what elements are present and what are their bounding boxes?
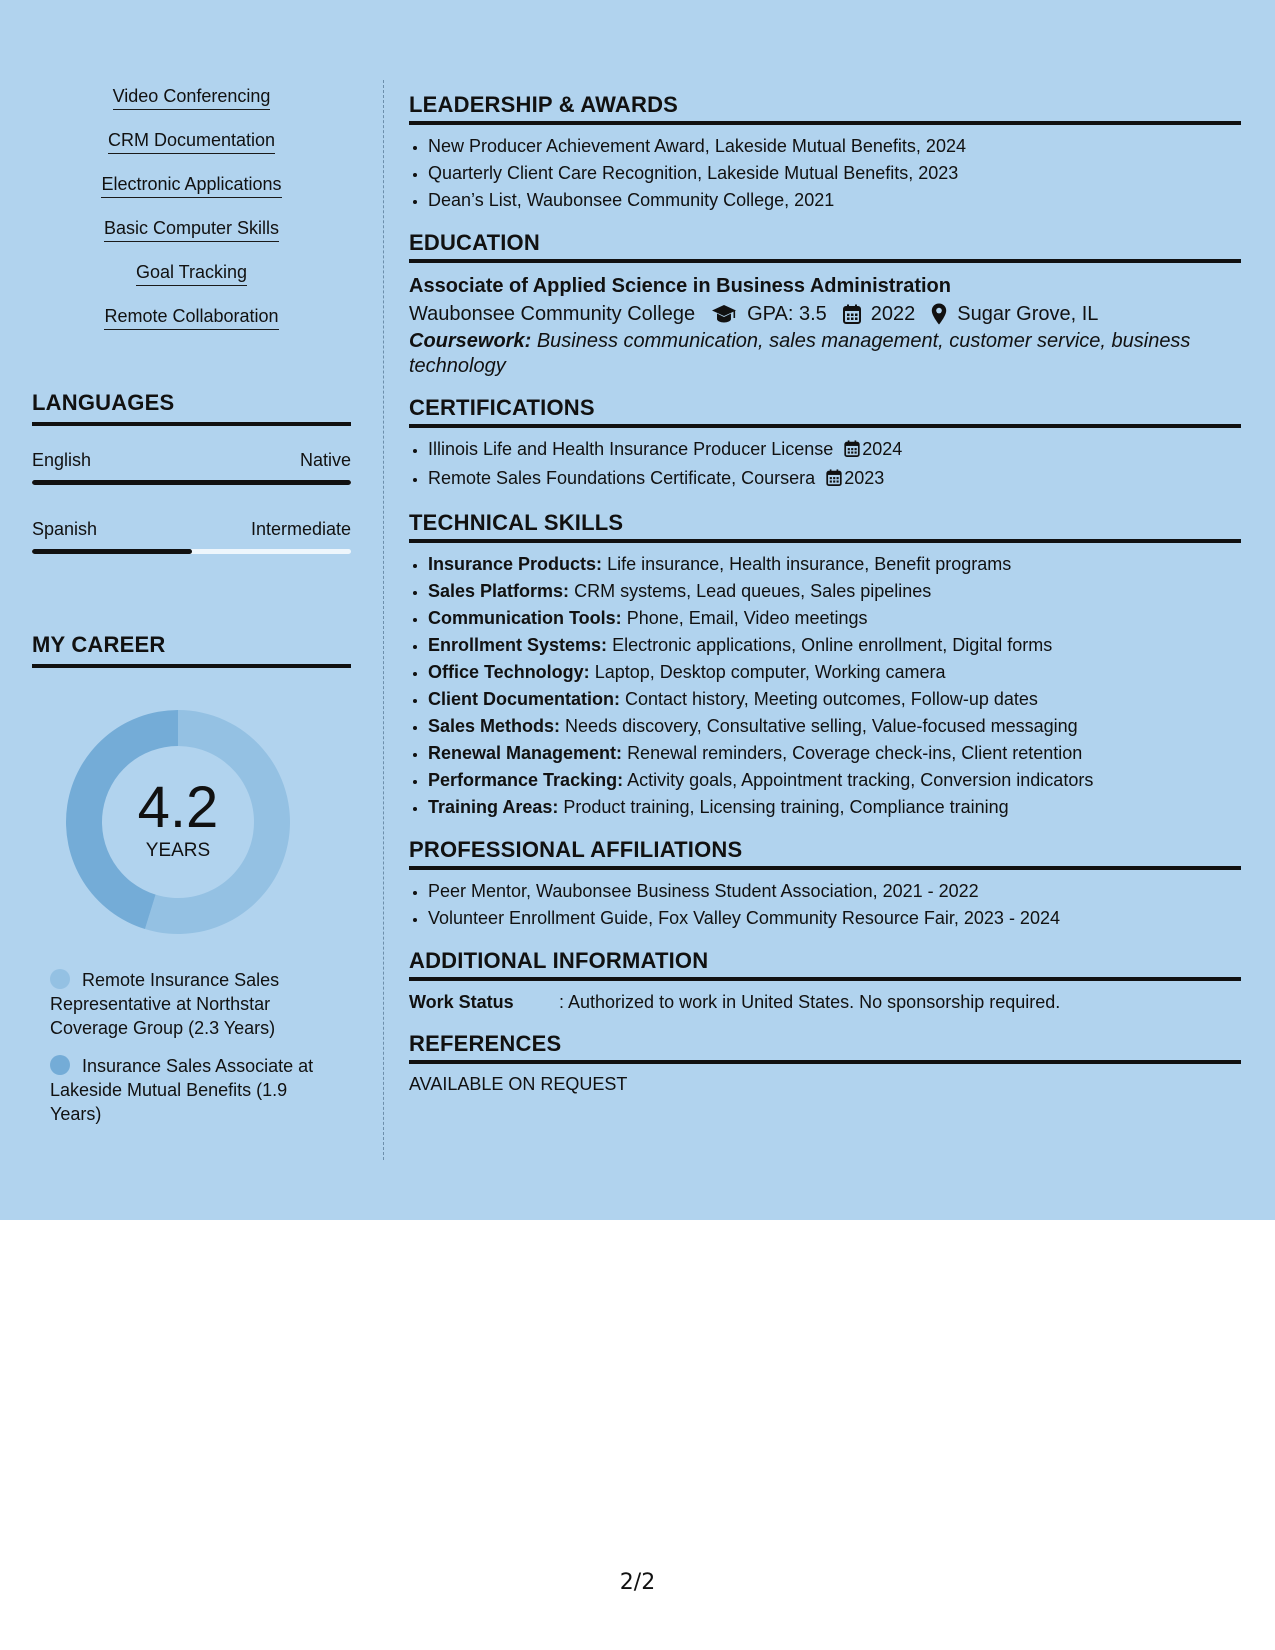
graduation-year: 2022	[870, 303, 916, 325]
language-bar	[32, 549, 351, 554]
language-row	[32, 519, 351, 539]
list-item	[428, 605, 1241, 632]
technical-skills-heading: TECHNICAL SKILLS	[409, 510, 1241, 543]
legend-dot-icon	[50, 969, 70, 989]
references-section	[409, 1031, 1241, 1095]
list-item	[428, 436, 1241, 465]
list-item	[428, 632, 1241, 659]
skill-label: Enrollment Systems:	[428, 635, 608, 655]
language-level: Native	[299, 450, 351, 470]
affiliations-list	[409, 878, 1241, 932]
affiliations-section	[409, 837, 1241, 932]
list-item	[428, 465, 1241, 494]
education-heading: EDUCATION	[409, 230, 1241, 263]
list-item: • New Producer Achievement Award, Lakeside Mutual Benefits, 2024	[428, 133, 1241, 160]
references-heading: REFERENCES	[409, 1031, 1241, 1064]
skill-text: Life insurance, Health insurance, Benefit programs	[607, 554, 1012, 574]
list-item	[428, 686, 1241, 713]
skill-text: Needs discovery, Consultative selling, Value-focused messaging	[565, 716, 1078, 736]
graduation-cap-icon	[711, 304, 737, 324]
degree-title: Associate of Applied Science in Business Administration	[409, 275, 951, 297]
skill-text: Electronic applications, Online enrollment, Digital forms	[612, 635, 1053, 655]
skill-text: Activity goals, Appointment tracking, Conversion indicators	[627, 770, 1094, 790]
column-divider	[383, 80, 384, 1160]
leadership-heading: LEADERSHIP & AWARDS	[409, 92, 1241, 125]
skill-text: Laptop, Desktop computer, Working camera	[594, 662, 946, 682]
leadership-section	[409, 92, 1241, 214]
skill-label: Training Areas:	[428, 797, 559, 817]
map-pin-icon	[931, 303, 947, 325]
donut-center	[66, 710, 290, 934]
skill-item: Electronic Applications	[101, 174, 281, 198]
skill-text: Renewal reminders, Coverage check-ins, Client retention	[627, 743, 1083, 763]
language-row	[32, 450, 351, 470]
affiliations-heading: PROFESSIONAL AFFILIATIONS	[409, 837, 1241, 870]
list-item: • Volunteer Enrollment Guide, Fox Valley Community Resource Fair, 2023 - 2024	[428, 905, 1241, 932]
right-column	[409, 92, 1241, 1111]
career-donut	[66, 710, 290, 934]
skills-list	[32, 86, 351, 350]
calendar-icon	[843, 304, 861, 324]
skill-label: Sales Platforms:	[428, 581, 570, 601]
language-bar	[32, 480, 351, 485]
skill-item: CRM Documentation	[108, 130, 275, 154]
education-details	[409, 299, 1241, 329]
work-status-value: : Authorized to work in United States. No sponsorship required.	[559, 992, 1061, 1012]
skill-text: CRM systems, Lead queues, Sales pipelines	[574, 581, 932, 601]
career-total-years: 4.2	[137, 775, 219, 840]
legend-label: Insurance Sales Associate at Lakeside Mutual Benefits (1.9 Years)	[50, 1056, 314, 1124]
skill-label: Insurance Products:	[428, 554, 603, 574]
cert-year: 2023	[844, 468, 885, 488]
list-item: • Dean’s List, Waubonsee Community College, 2021	[428, 187, 1241, 214]
languages-section	[32, 390, 351, 554]
language-bar-fill	[32, 480, 351, 485]
legend-item	[50, 1054, 340, 1126]
additional-info-heading: ADDITIONAL INFORMATION	[409, 948, 1241, 981]
list-item	[428, 659, 1241, 686]
career-heading: MY CAREER	[32, 632, 351, 668]
school-location: Sugar Grove, IL	[957, 303, 1099, 325]
list-item: • Peer Mentor, Waubonsee Business Student Association, 2021 - 2022	[428, 878, 1241, 905]
calendar-icon	[826, 467, 842, 494]
list-item	[428, 794, 1241, 821]
skill-label: Client Documentation:	[428, 689, 620, 709]
certifications-list	[409, 436, 1241, 494]
gpa: GPA: 3.5	[747, 303, 827, 325]
cert-year: 2024	[862, 439, 903, 459]
skill-item: Basic Computer Skills	[104, 218, 279, 242]
language-bar-fill	[32, 549, 192, 554]
skill-text: Phone, Email, Video meetings	[626, 608, 868, 628]
career-total-unit: YEARS	[145, 840, 211, 861]
skill-text: Contact history, Meeting outcomes, Follow-up dates	[625, 689, 1038, 709]
skill-label: Renewal Management:	[428, 743, 623, 763]
legend-label: Remote Insurance Sales Representative at Northstar Coverage Group (2.3 Years)	[50, 970, 280, 1038]
legend-dot-icon	[50, 1055, 70, 1075]
language-level: Intermediate	[250, 519, 351, 539]
leadership-list	[409, 133, 1241, 214]
cert-name: Remote Sales Foundations Certificate, Coursera	[428, 468, 816, 488]
work-status-label: Work Status	[409, 992, 514, 1012]
language-name: English	[32, 450, 92, 470]
skill-item: Video Conferencing	[113, 86, 271, 110]
coursework-text: Business communication, sales management, customer service, business technology	[409, 330, 1191, 377]
certifications-section	[409, 395, 1241, 494]
work-status-line	[409, 989, 1241, 1015]
list-item	[428, 578, 1241, 605]
education-section	[409, 230, 1241, 379]
technical-skills-list	[409, 551, 1241, 821]
skill-item: Remote Collaboration	[104, 306, 278, 330]
career-section	[32, 632, 351, 1124]
legend-item	[50, 968, 340, 1040]
skill-label: Office Technology:	[428, 662, 590, 682]
list-item	[428, 767, 1241, 794]
calendar-icon	[844, 438, 860, 465]
list-item: • Quarterly Client Care Recognition, Lakeside Mutual Benefits, 2023	[428, 160, 1241, 187]
skill-text: Product training, Licensing training, Compliance training	[563, 797, 1009, 817]
language-name: Spanish	[32, 519, 98, 539]
coursework	[409, 329, 1241, 379]
list-item	[428, 713, 1241, 740]
list-item	[428, 740, 1241, 767]
page-number: 2/2	[619, 1570, 656, 1595]
certifications-heading: CERTIFICATIONS	[409, 395, 1241, 428]
languages-heading: LANGUAGES	[32, 390, 351, 426]
references-text: AVAILABLE ON REQUEST	[409, 1074, 628, 1094]
list-item	[428, 551, 1241, 578]
skill-item: Goal Tracking	[136, 262, 247, 286]
skill-label: Sales Methods:	[428, 716, 561, 736]
cert-name: Illinois Life and Health Insurance Producer License	[428, 439, 834, 459]
additional-info-section	[409, 948, 1241, 1015]
technical-skills-section	[409, 510, 1241, 821]
coursework-label: Coursework:	[409, 330, 532, 352]
skill-label: Communication Tools:	[428, 608, 622, 628]
skill-label: Performance Tracking:	[428, 770, 624, 790]
career-legend	[50, 968, 340, 1140]
school-name: Waubonsee Community College	[409, 303, 696, 325]
